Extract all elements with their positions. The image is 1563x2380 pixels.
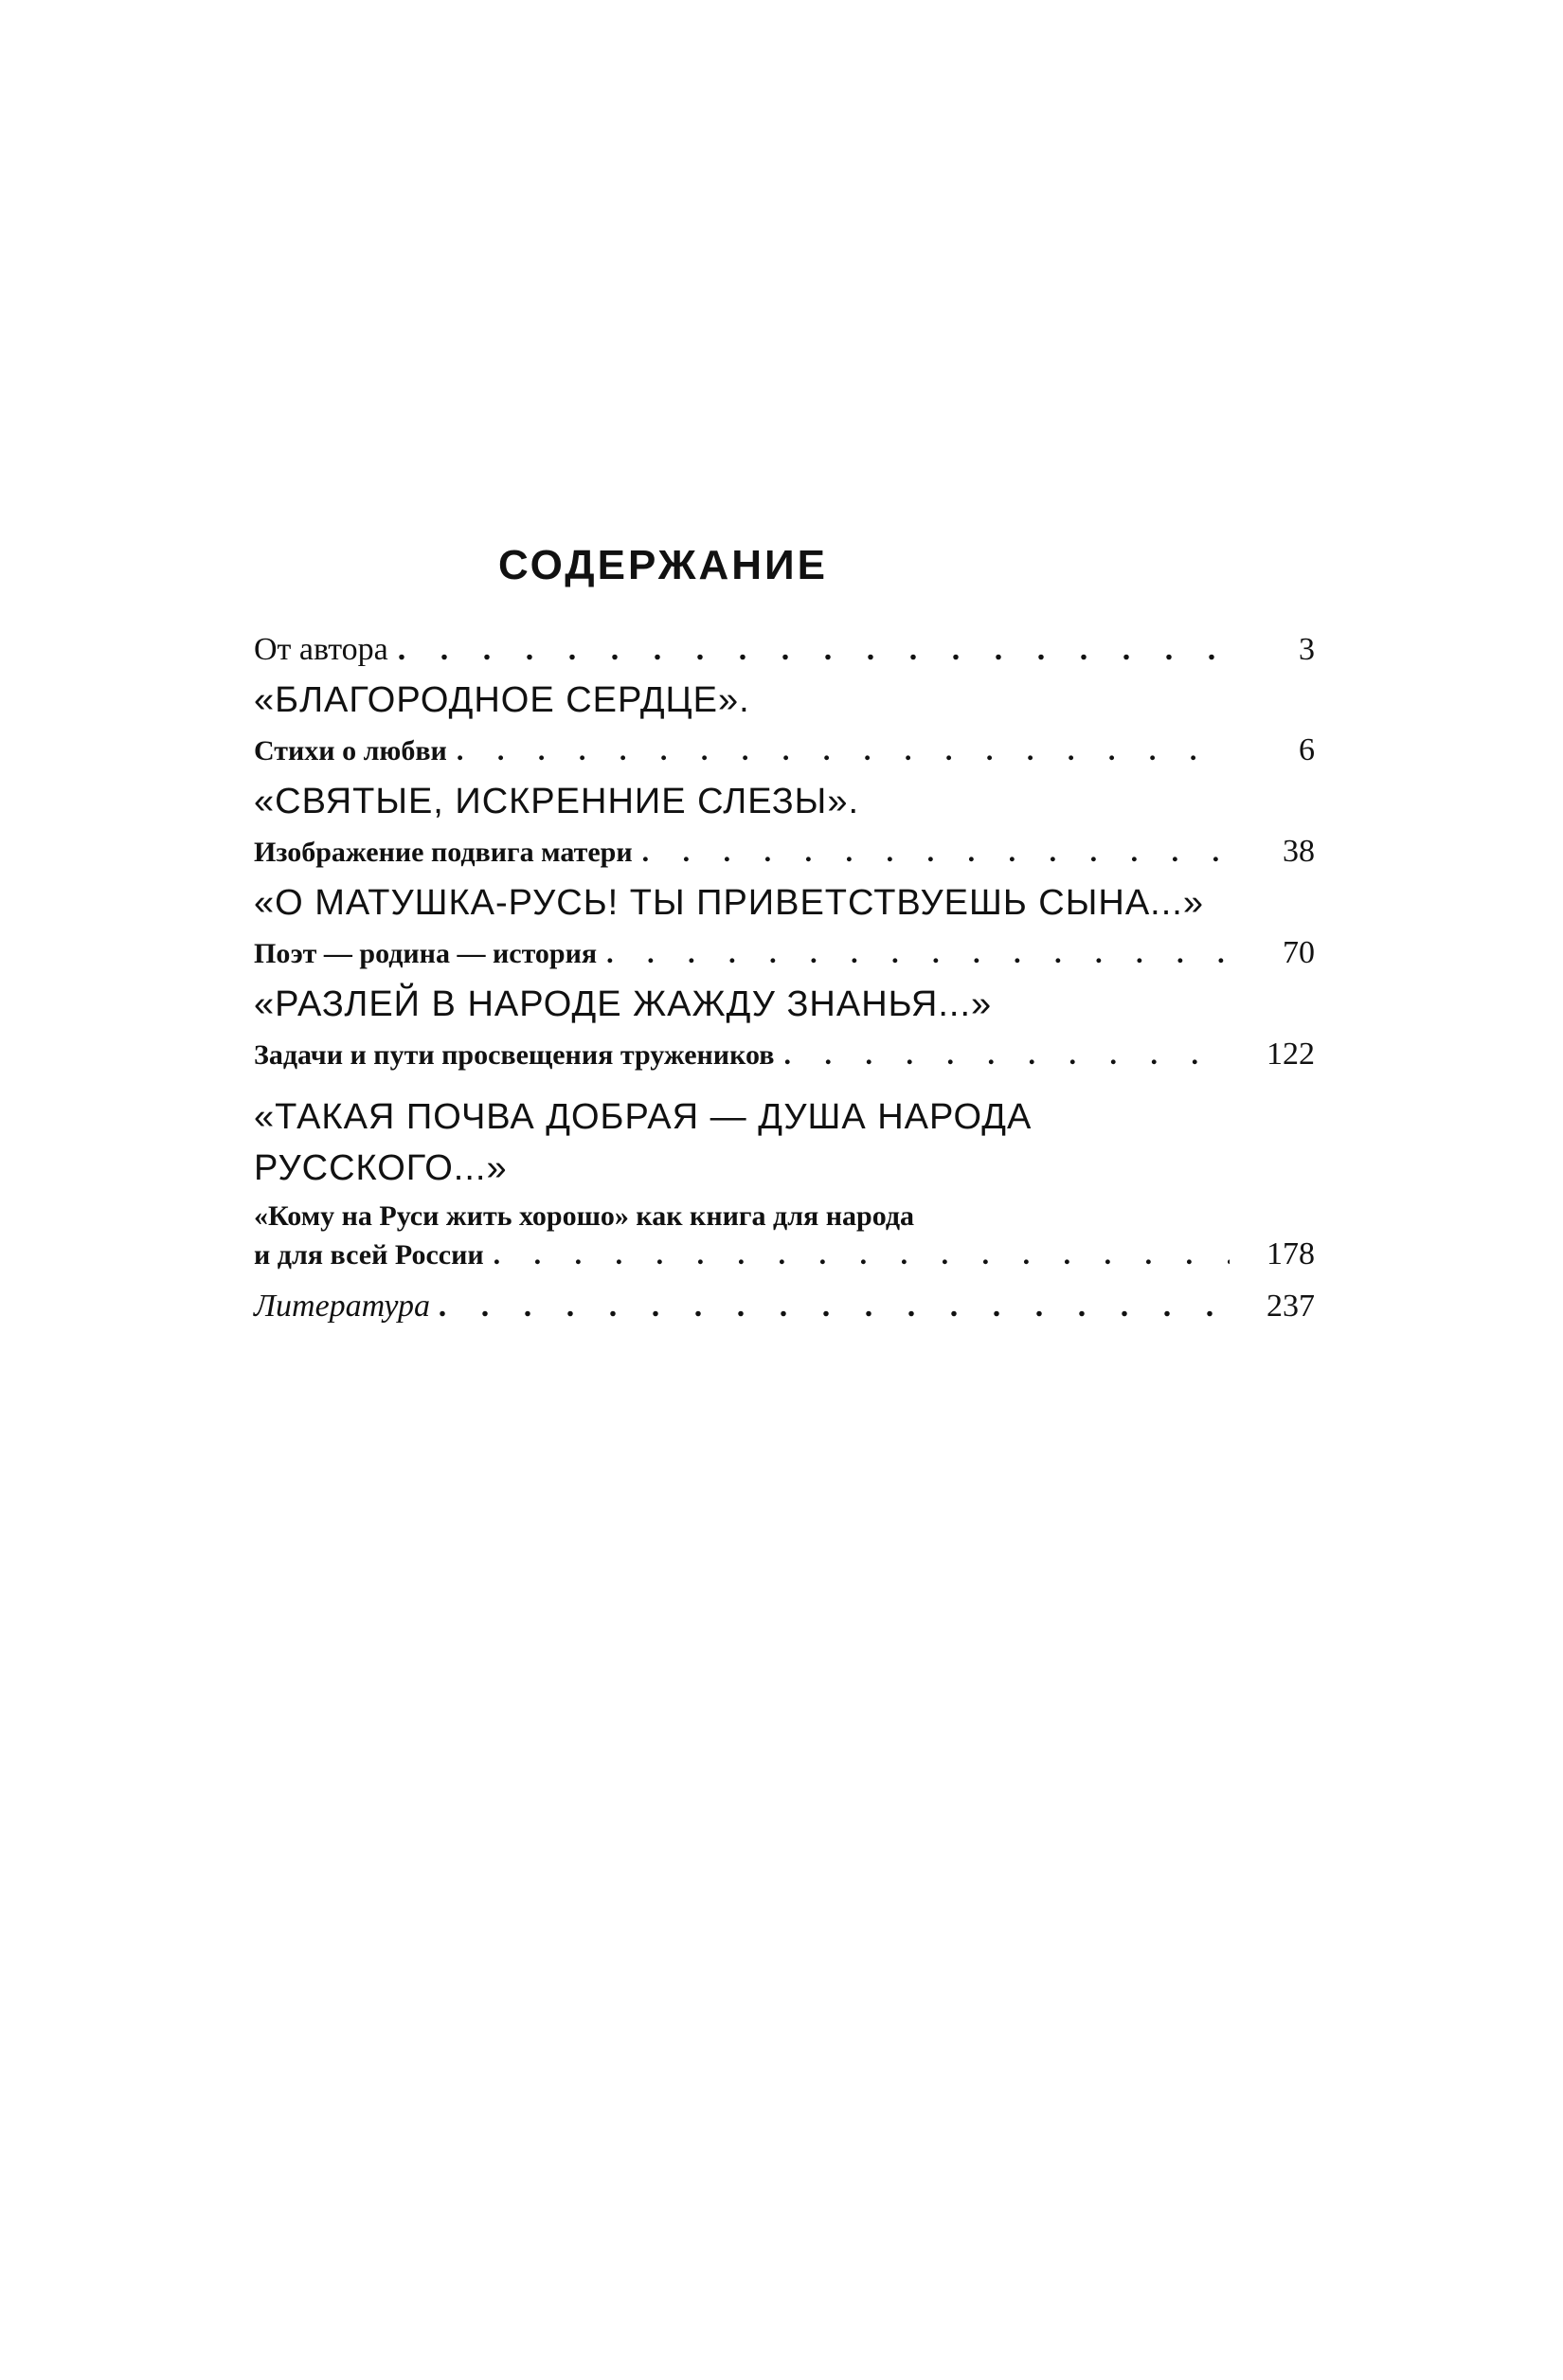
toc-entry — [254, 827, 1315, 877]
toc-entry — [254, 726, 1315, 776]
toc-entry-title: Изображение подвига матери — [254, 837, 633, 868]
page-number: 178 — [1267, 1236, 1315, 1271]
dot-leader — [783, 1031, 1230, 1080]
section-heading: «РАЗЛЕЙ В НАРОДЕ ЖАЖДУ ЗНАНЬЯ...» — [254, 984, 993, 1024]
toc-entry — [254, 929, 1315, 979]
page-number: 38 — [1283, 834, 1315, 869]
page-number: 70 — [1283, 935, 1315, 970]
section-heading: «БЛАГОРОДНОЕ СЕРДЦЕ». — [254, 680, 750, 720]
page-number: 6 — [1299, 732, 1315, 767]
toc-entry-title: Стихи о любви — [254, 735, 447, 766]
page-number: 122 — [1267, 1037, 1315, 1072]
dot-leader — [398, 625, 1230, 675]
toc-entry-title-line1: «Кому на Руси жить хорошо» как книга для народа — [254, 1200, 915, 1232]
dot-leader — [494, 1236, 1230, 1274]
page-number: 3 — [1299, 632, 1315, 667]
toc-entry — [254, 1198, 1315, 1274]
toc-entry — [254, 1030, 1315, 1080]
section-heading: «О МАТУШКА-РУСЬ! ТЫ ПРИВЕТСТВУЕШЬ СЫНА...» — [254, 883, 1204, 923]
page-number: 237 — [1267, 1289, 1315, 1324]
dot-leader — [606, 929, 1230, 979]
dot-leader — [642, 828, 1230, 877]
table-of-contents — [254, 625, 1315, 1331]
section-heading: «ТАКАЯ ПОЧВА ДОБРАЯ — ДУША НАРОДА РУССКОГО...» — [254, 1097, 1033, 1188]
dot-leader — [457, 727, 1230, 776]
toc-entry-intro — [254, 625, 1315, 675]
toc-entry-title: От автора — [254, 632, 388, 667]
section-heading: «СВЯТЫЕ, ИСКРЕННИЕ СЛЕЗЫ». — [254, 782, 860, 821]
toc-entry-title: Задачи и пути просвещения тружеников — [254, 1039, 775, 1071]
toc-entry-title-line2: и для всей России — [254, 1239, 484, 1271]
dot-leader — [440, 1282, 1230, 1331]
page-title: СОДЕРЖАНИЕ — [497, 542, 829, 588]
toc-entry-literature — [254, 1282, 1315, 1331]
toc-entry-title: Литература — [254, 1289, 431, 1324]
toc-entry-title: Поэт — родина — история — [254, 938, 598, 969]
